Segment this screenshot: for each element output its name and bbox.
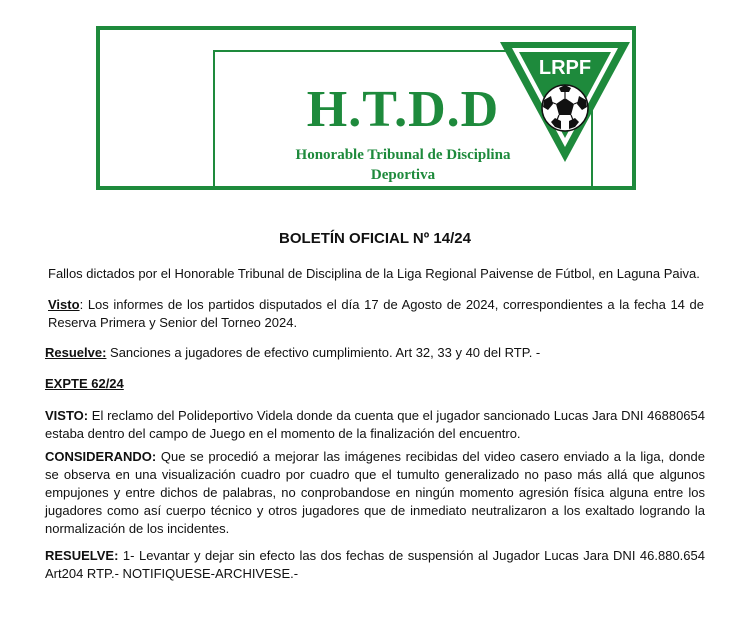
logo-text: LRPF: [538, 57, 592, 79]
expediente-number: [45, 375, 715, 393]
considerando-paragraph: [45, 448, 705, 538]
visto-paragraph: [48, 296, 704, 332]
intro-paragraph: Fallos dictados por el Honorable Tribunal de Disciplina de la Liga Regional Paivense de Fútbol, en Laguna Paiva.: [48, 266, 700, 281]
expte-label: EXPTE 62/24: [45, 376, 124, 391]
visto2-paragraph: [45, 407, 705, 443]
resuelve2-text: 1- Levantar y dejar sin efecto las dos fechas de suspensión al Jugador Lucas Jara DNI 46.880.654 Art204 RTP.- NOTIFIQUESE-ARCHIVESE.-: [45, 548, 705, 581]
resuelve-text: Sanciones a jugadores de efectivo cumplimiento. Art 32, 33 y 40 del RTP. -: [106, 345, 541, 360]
considerando-text: Que se procedió a mejorar las imágenes recibidas del video casero enviado a la liga, donde se observa en una visualización cuadro por cuadro que el tumulto generalizado no paso más allá que algunos empujones y entre dichos de palabras, no conprobandose en ningún momento agresión física alguna entre los jugadores como así cuerpo técnico y otros jugadores que de inmediato neutralizaron a los exaltado logrando la normalización de los incidentes.: [45, 449, 705, 536]
bulletin-title: BOLETÍN OFICIAL Nº 14/24: [279, 230, 471, 247]
tribunal-name-line1: Honorable Tribunal de Disciplina: [295, 147, 511, 163]
resuelve2-paragraph: [45, 547, 705, 583]
resuelve2-label: RESUELVE:: [45, 548, 119, 563]
visto2-label: VISTO:: [45, 408, 89, 423]
visto-label: Visto: [48, 297, 80, 312]
resuelve-label: Resuelve:: [45, 345, 107, 360]
considerando-label: CONSIDERANDO:: [45, 449, 157, 464]
visto2-text: El reclamo del Polideportivo Videla donde da cuenta que el jugador sancionado Lucas Jara DNI 46880654 estaba dentro del campo de Juego en el momento de la finalización del encuentro.: [45, 408, 705, 441]
soccer-ball-icon: [542, 85, 588, 131]
tribunal-abbreviation: H.T.D.D: [306, 81, 500, 138]
visto-text: : Los informes de los partidos disputados el día 17 de Agosto de 2024, correspondientes a la fecha 14 de Reserva Primera y Senior del Torneo 2024.: [48, 297, 704, 330]
resuelve-paragraph: [45, 344, 715, 362]
tribunal-name-line2: Deportiva: [370, 167, 436, 183]
lrpf-logo: [495, 34, 635, 164]
